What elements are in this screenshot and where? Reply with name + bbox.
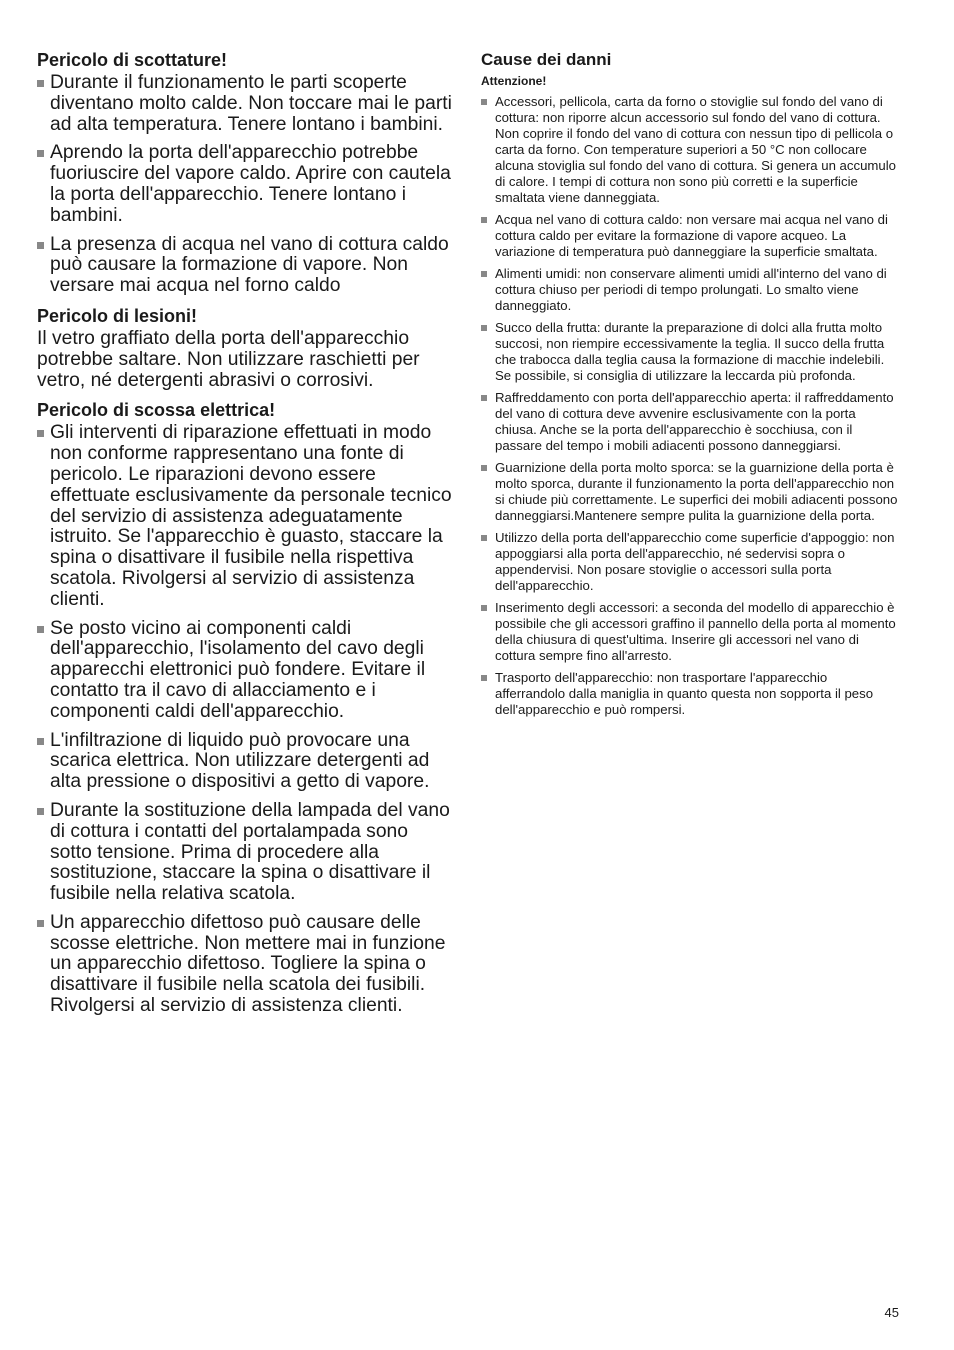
list-item: Acqua nel vano di cottura caldo: non versare mai acqua nel vano di cottura caldo per evitare la formazione di vapore acqueo. La variazione di temperatura può danneggiare la superficie smaltata. — [481, 212, 899, 260]
attention-label: Attenzione! — [481, 74, 547, 88]
list-item: Durante il funzionamento le parti scoperte diventano molto calde. Non toccare mai le parti ad alta temperatura. Tenere lontano i bambini. — [37, 73, 452, 135]
list-item: Aprendo la porta dell'apparecchio potrebbe fuoriuscire del vapore caldo. Aprire con cautela la porta dell'apparecchio. Tenere lontano i bambini. — [37, 143, 452, 226]
list-item: Un apparecchio difettoso può causare delle scosse elettriche. Non mettere mai in funzione un apparecchio difettoso. Togliere la spina o disattivare il fusibile nella scatola dei fusibili. Rivolgersi al servizio di assistenza clienti. — [37, 913, 452, 1017]
right-column — [481, 50, 899, 724]
list-item: Trasporto dell'apparecchio: non trasportare l'apparecchio afferrandolo dalla maniglia in quanto questa non sopporta il peso dell'apparecchio e può rompersi. — [481, 670, 899, 718]
list-item: La presenza di acqua nel vano di cottura caldo può causare la formazione di vapore. Non versare mai acqua nel forno caldo — [37, 235, 452, 297]
list-item: Utilizzo della porta dell'apparecchio come superficie d'appoggio: non appoggiarsi alla porta dell'apparecchio, né sedervisi sopra o appendervisi. Non posare stoviglie o accessori sulla porta dell'apparecchio. — [481, 530, 899, 594]
list-item: Accessori, pellicola, carta da forno o stoviglie sul fondo del vano di cottura: non riporre alcun accessorio sul fondo del vano di cottura. Non coprire il fondo del vano di cottura con nessun tipo di pellicola o carta da forno. Con temperature superiori a 50 °C non collocare alcuna stoviglia sul fondo del vano di cottura. Si genera un accumulo di calore. I tempi di cottura non sono più corretti e la superficie smaltata viene danneggiata. — [481, 94, 899, 206]
list-item: Raffreddamento con porta dell'apparecchio aperta: il raffreddamento del vano di cottura deve avvenire esclusivamente con la porta chiusa. Anche se la porta dell'apparecchio è socchiusa, con il passare del tempo i mobili adiacenti possono danneggiarsi. — [481, 390, 899, 454]
list-item: Durante la sostituzione della lampada del vano di cottura i contatti del portalampada sono sotto tensione. Prima di procedere alla sostituzione, staccare la spina o disattivare il fusibile nella relativa scatola. — [37, 801, 452, 905]
heading-scossa: Pericolo di scossa elettrica! — [37, 400, 276, 421]
list-scottature — [37, 73, 452, 297]
left-column — [37, 50, 452, 1026]
list-item: Succo della frutta: durante la preparazione di dolci alla frutta molto succosi, non riempire eccessivamente la teglia. Il succo della frutta che trabocca dalla teglia causa la formazione di macchie indelebili. Se possibile, si consiglia di utilizzare la leccarda più profonda. — [481, 320, 899, 384]
list-item: Gli interventi di riparazione effettuati in modo non conforme rappresentano una fonte di pericolo. Le riparazioni devono essere effettuate esclusivamente da personale tecnico del servizio di assistenza adeguatamente istruito. Se l'apparecchio è guasto, staccare la spina o disattivare il fusibile nella rispettiva scatola. Rivolgersi al servizio di assistenza clienti. — [37, 423, 452, 610]
list-scossa — [37, 423, 452, 1017]
paragraph-lesioni: Il vetro graffiato della porta dell'apparecchio potrebbe saltare. Non utilizzare raschietti per vetro, né detergenti abrasivi o corrosivi. — [37, 327, 420, 391]
list-item: L'infiltrazione di liquido può provocare una scarica elettrica. Non utilizzare detergenti ad alta pressione o dispositivi a getto di vapore. — [37, 731, 452, 793]
list-item: Alimenti umidi: non conservare alimenti umidi all'interno del vano di cottura chiuso per periodi di tempo prolungati. Lo smalto viene danneggiato. — [481, 266, 899, 314]
list-item: Se posto vicino ai componenti caldi dell'apparecchio, l'isolamento del cavo degli apparecchi elettronici può fondere. Evitare il contatto tra il cavo di allacciamento e i componenti caldi dell'apparecchio. — [37, 619, 452, 723]
list-cause-danni — [481, 94, 899, 718]
heading-lesioni: Pericolo di lesioni! — [37, 305, 198, 326]
list-item: Inserimento degli accessori: a seconda del modello di apparecchio è possibile che gli accessori graffino il pannello della porta al momento della chiusura di quest'ultima. Inserire gli accessori nel vano di cottura sempre fino all'arresto. — [481, 600, 899, 664]
page-number: 45 — [884, 1305, 899, 1320]
heading-cause-danni: Cause dei danni — [481, 50, 612, 69]
heading-scottature: Pericolo di scottature! — [37, 50, 228, 70]
list-item: Guarnizione della porta molto sporca: se la guarnizione della porta è molto sporca, durante il funzionamento la porta dell'apparecchio non si chiude più correttamente. Le superfici dei mobili adiacenti possono danneggiarsi.Mantenere sempre pulita la guarnizione della porta. — [481, 460, 899, 524]
